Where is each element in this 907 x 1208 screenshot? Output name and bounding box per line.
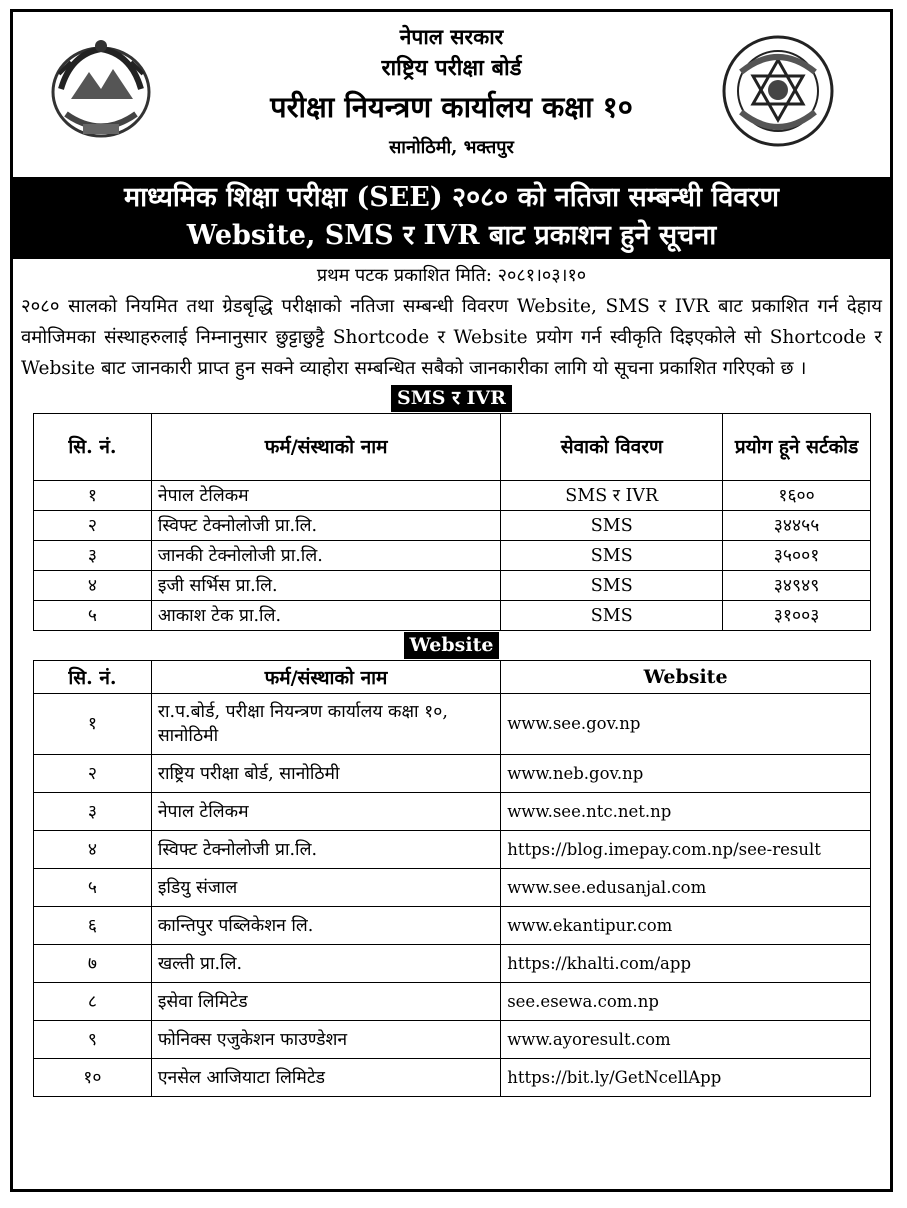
- table-row: [34, 1059, 871, 1097]
- table-row: [34, 694, 871, 755]
- sms-cell-service: SMS: [501, 511, 723, 541]
- web-cell-sn: १: [34, 694, 152, 755]
- web-cell-name: एनसेल आजियाटा लिमिटेड: [151, 1059, 500, 1097]
- web-cell-url[interactable]: www.ayoresult.com: [501, 1021, 871, 1059]
- web-header-name: फर्म/संस्थाको नाम: [151, 661, 500, 694]
- sms-cell-shortcode: १६००: [723, 481, 871, 511]
- sms-cell-service: SMS: [501, 541, 723, 571]
- sms-cell-sn: ५: [34, 601, 152, 631]
- sms-header-shortcode: प्रयोग हूने सर्टकोड: [723, 414, 871, 481]
- sms-cell-name: इजी सर्भिस प्रा.लि.: [151, 571, 501, 601]
- sms-cell-sn: २: [34, 511, 152, 541]
- header-line-4: सानोठिमी, भक्तपुर: [389, 137, 514, 158]
- web-cell-url[interactable]: see.esewa.com.np: [501, 983, 871, 1021]
- table-row: [34, 831, 871, 869]
- web-header-sn: सि. नं.: [34, 661, 152, 694]
- web-cell-url[interactable]: www.neb.gov.np: [501, 755, 871, 793]
- table-row: [34, 1021, 871, 1059]
- sms-cell-service: SMS र IVR: [501, 481, 723, 511]
- table-row: [34, 601, 871, 631]
- sms-cell-name: नेपाल टेलिकम: [151, 481, 501, 511]
- neb-seal-icon: [719, 32, 837, 150]
- table-row: [34, 541, 871, 571]
- sms-header-service: सेवाको विवरण: [501, 414, 723, 481]
- sms-cell-name: स्विफ्ट टेक्नोलोजी प्रा.लि.: [151, 511, 501, 541]
- web-cell-name: खल्ती प्रा.लि.: [151, 945, 500, 983]
- web-header-website: Website: [501, 661, 871, 694]
- web-cell-url[interactable]: https://bit.ly/GetNcellApp: [501, 1059, 871, 1097]
- header-line-1: नेपाल सरकार: [399, 24, 504, 49]
- sms-cell-name: जानकी टेक्नोलोजी प्रा.लि.: [151, 541, 501, 571]
- web-cell-sn: ६: [34, 907, 152, 945]
- table-row: [34, 571, 871, 601]
- sms-header-name: फर्म/संस्थाको नाम: [151, 414, 501, 481]
- web-cell-url[interactable]: www.see.edusanjal.com: [501, 869, 871, 907]
- sms-cell-shortcode: ३४४५५: [723, 511, 871, 541]
- sms-cell-service: SMS: [501, 601, 723, 631]
- sms-cell-sn: १: [34, 481, 152, 511]
- web-cell-url[interactable]: https://khalti.com/app: [501, 945, 871, 983]
- web-cell-sn: ३: [34, 793, 152, 831]
- web-cell-url[interactable]: www.ekantipur.com: [501, 907, 871, 945]
- sms-cell-service: SMS: [501, 571, 723, 601]
- sms-table: [33, 413, 871, 631]
- web-cell-name: फोनिक्स एजुकेशन फाउण्डेशन: [151, 1021, 500, 1059]
- table-row: [34, 869, 871, 907]
- sms-cell-shortcode: ३४९४९: [723, 571, 871, 601]
- table-row: [34, 945, 871, 983]
- web-cell-name: इसेवा लिमिटेड: [151, 983, 500, 1021]
- publish-date: प्रथम पटक प्रकाशित मिति: २०८१।०३।१०: [316, 265, 587, 286]
- web-cell-url[interactable]: www.see.gov.np: [501, 694, 871, 755]
- web-cell-sn: २: [34, 755, 152, 793]
- table-row: [34, 983, 871, 1021]
- sms-cell-shortcode: ३१००३: [723, 601, 871, 631]
- banner-line-1: माध्यमिक शिक्षा परीक्षा (SEE) २०८० को नतिजा सम्बन्धी विवरण: [123, 182, 780, 213]
- website-table: [33, 660, 871, 1097]
- web-cell-sn: ७: [34, 945, 152, 983]
- web-cell-sn: ८: [34, 983, 152, 1021]
- table-row: [34, 793, 871, 831]
- sms-cell-shortcode: ३५००१: [723, 541, 871, 571]
- table-row: [34, 907, 871, 945]
- web-cell-sn: १०: [34, 1059, 152, 1097]
- web-cell-name: कान्तिपुर पब्लिकेशन लि.: [151, 907, 500, 945]
- notice-header: [13, 12, 890, 177]
- notice-page: [10, 9, 893, 1192]
- web-cell-name: रा.प.बोर्ड, परीक्षा नियन्त्रण कार्यालय कक्षा १०, सानोठिमी: [151, 694, 500, 755]
- web-cell-sn: ४: [34, 831, 152, 869]
- web-cell-url[interactable]: www.see.ntc.net.np: [501, 793, 871, 831]
- sms-cell-sn: ३: [34, 541, 152, 571]
- table-row: [34, 755, 871, 793]
- web-cell-name: राष्ट्रिय परीक्षा बोर्ड, सानोठिमी: [151, 755, 500, 793]
- sms-header-sn: सि. नं.: [34, 414, 152, 481]
- table-row: [34, 481, 871, 511]
- web-cell-url[interactable]: https://blog.imepay.com.np/see-result: [501, 831, 871, 869]
- web-table-caption: Website: [404, 632, 500, 659]
- sms-table-caption: SMS र IVR: [391, 385, 512, 412]
- web-cell-name: इडियु संजाल: [151, 869, 500, 907]
- web-cell-sn: ५: [34, 869, 152, 907]
- web-cell-name: स्विफ्ट टेक्नोलोजी प्रा.लि.: [151, 831, 500, 869]
- header-line-3: परीक्षा नियन्त्रण कार्यालय कक्षा १०: [270, 90, 633, 124]
- header-line-2: राष्ट्रिय परीक्षा बोर्ड: [381, 55, 522, 81]
- table-row: [34, 511, 871, 541]
- notice-banner: [13, 177, 890, 259]
- banner-line-2: Website, SMS र IVR बाट प्रकाशन हुने सूचना: [186, 220, 717, 251]
- web-cell-sn: ९: [34, 1021, 152, 1059]
- web-cell-name: नेपाल टेलिकम: [151, 793, 500, 831]
- sms-cell-name: आकाश टेक प्रा.लि.: [151, 601, 501, 631]
- notice-body: २०८० सालको नियमित तथा ग्रेडबृद्धि परीक्षाको नतिजा सम्बन्धी विवरण Website, SMS र IVR बाट प्रकाशित गर्न देहाय वमोजिमका संस्थाहरुलाई निम्नानुसार छुट्टाछुट्टै Shortcode र Website प्रयोग गर्न स्वीकृति दिइएकोले सो Shortcode र Website बाट जानकारी प्राप्त हुन सक्ने व्याहोरा सम्बन्धित सबैको जानकारीका लागि यो सूचना प्रकाशित गरिएको छ ।: [21, 296, 882, 379]
- sms-cell-sn: ४: [34, 571, 152, 601]
